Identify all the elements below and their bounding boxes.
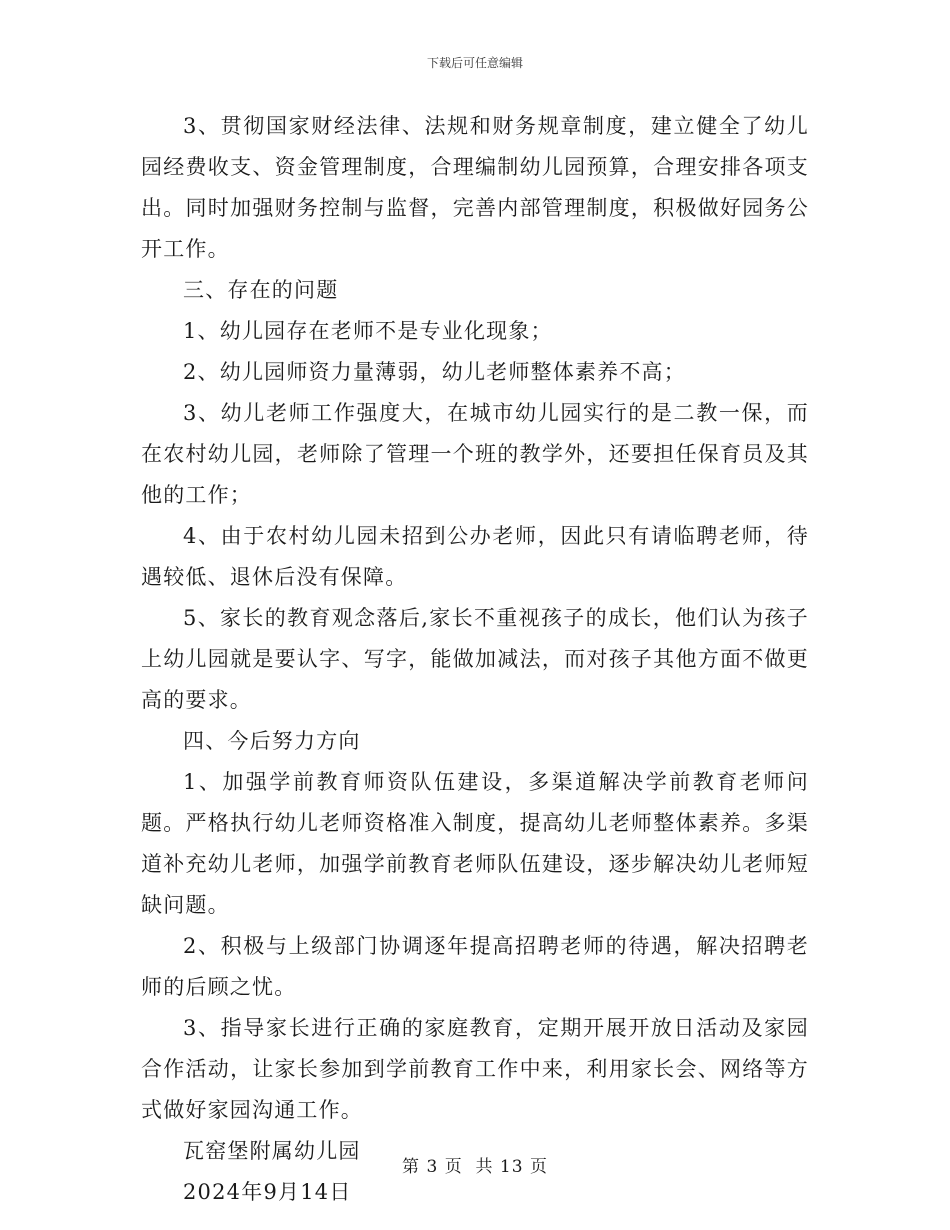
section-heading-problems: 三、存在的问题: [183, 278, 339, 302]
paragraph-direction-3: 3、指导家长进行正确的家庭教育，定期开展开放日活动及家园合作活动，让家长参加到学前教育工作中来，利用家长会、网络等方式做好家园沟通工作。: [141, 1016, 809, 1122]
document-body: [141, 106, 809, 1213]
signature-organization: 瓦窑堡附属幼儿园: [183, 1139, 361, 1163]
paragraph-finance: 3、贯彻国家财经法律、法规和财务规章制度，建立健全了幼儿园经费收支、资金管理制度，合理编制幼儿园预算，合理安排各项支出。同时加强财务控制与监督，完善内部管理制度，积极做好园务公开工作。: [141, 114, 809, 261]
paragraph-problem-4: 4、由于农村幼儿园未招到公办老师，因此只有请临聘老师，待遇较低、退休后没有保障。: [141, 524, 809, 589]
paragraph-direction-2: 2、积极与上级部门协调逐年提高招聘老师的待遇，解决招聘老师的后顾之忧。: [141, 934, 809, 999]
footer-page-number: 3: [426, 1157, 439, 1177]
paragraph-problem-2: 2、幼儿园师资力量薄弱，幼儿老师整体素养不高；: [183, 360, 686, 384]
signature-date: 2024年9月14日: [183, 1180, 352, 1204]
paragraph-problem-1: 1、幼儿园存在老师不是专业化现象；: [183, 319, 553, 343]
paragraph-problem-5: 5、家长的教育观念落后,家长不重视孩子的成长，他们认为孩子上幼儿园就是要认字、写字，能做加减法，而对孩子其他方面不做更高的要求。: [141, 606, 809, 712]
page-footer: [0, 1152, 950, 1177]
page-header-note: 下载后可任意编辑: [426, 56, 523, 70]
footer-suffix: 页: [529, 1157, 548, 1177]
footer-prefix: 第: [402, 1157, 421, 1177]
footer-mid: 页 共: [444, 1157, 494, 1177]
section-heading-direction: 四、今后努力方向: [183, 729, 361, 753]
paragraph-problem-3: 3、幼儿老师工作强度大，在城市幼儿园实行的是二教一保，而在农村幼儿园，老师除了管理一个班的教学外，还要担任保育员及其他的工作；: [141, 401, 809, 507]
paragraph-direction-1: 1、加强学前教育师资队伍建设，多渠道解决学前教育老师问题。严格执行幼儿老师资格准入制度，提高幼儿老师整体素养。多渠道补充幼儿老师，加强学前教育老师队伍建设，逐步解决幼儿老师短缺问题。: [141, 770, 809, 917]
footer-page-total: 13: [499, 1157, 524, 1177]
